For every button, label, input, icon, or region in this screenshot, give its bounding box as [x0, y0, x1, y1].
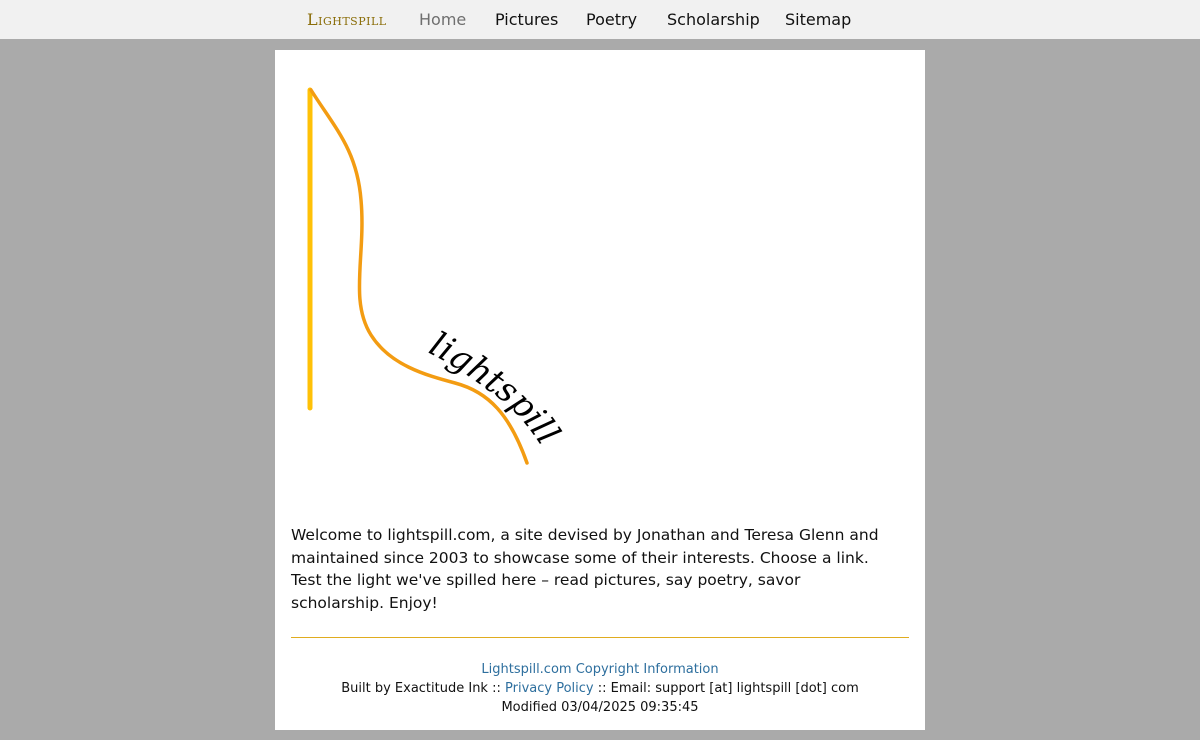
email-text: :: Email: support [at] lightspill [dot] com	[597, 681, 859, 696]
top-navigation	[0, 0, 1200, 39]
modified-date: Modified 03/04/2025 09:35:45	[501, 700, 699, 715]
nav-poetry[interactable]: Poetry	[586, 10, 638, 29]
brand-link[interactable]: Lightspill	[307, 10, 387, 29]
logo-text	[423, 324, 567, 451]
lightspill-logo	[275, 50, 925, 490]
content-panel	[275, 50, 925, 730]
nav-sitemap[interactable]: Sitemap	[785, 10, 852, 29]
footer	[275, 660, 925, 717]
welcome-text: Welcome to lightspill.com, a site devised by Jonathan and Teresa Glenn and maintained since 2003 to showcase some of their interests. Choose a link. Test the light we've spilled here – read pictures, say poetry, savor scholarship. Enjoy!	[291, 526, 879, 612]
built-by-text: Built by Exactitude Ink ::	[341, 681, 501, 696]
nav-pictures[interactable]: Pictures	[495, 10, 559, 29]
footer-divider	[291, 637, 909, 638]
logo-text-path: lightspill	[423, 324, 568, 452]
logo-curve	[311, 90, 527, 463]
nav-scholarship[interactable]: Scholarship	[667, 10, 760, 29]
nav-home[interactable]: Home	[419, 10, 467, 29]
copyright-link[interactable]: Lightspill.com Copyright Information	[481, 662, 719, 677]
privacy-policy-link[interactable]: Privacy Policy	[505, 681, 594, 696]
